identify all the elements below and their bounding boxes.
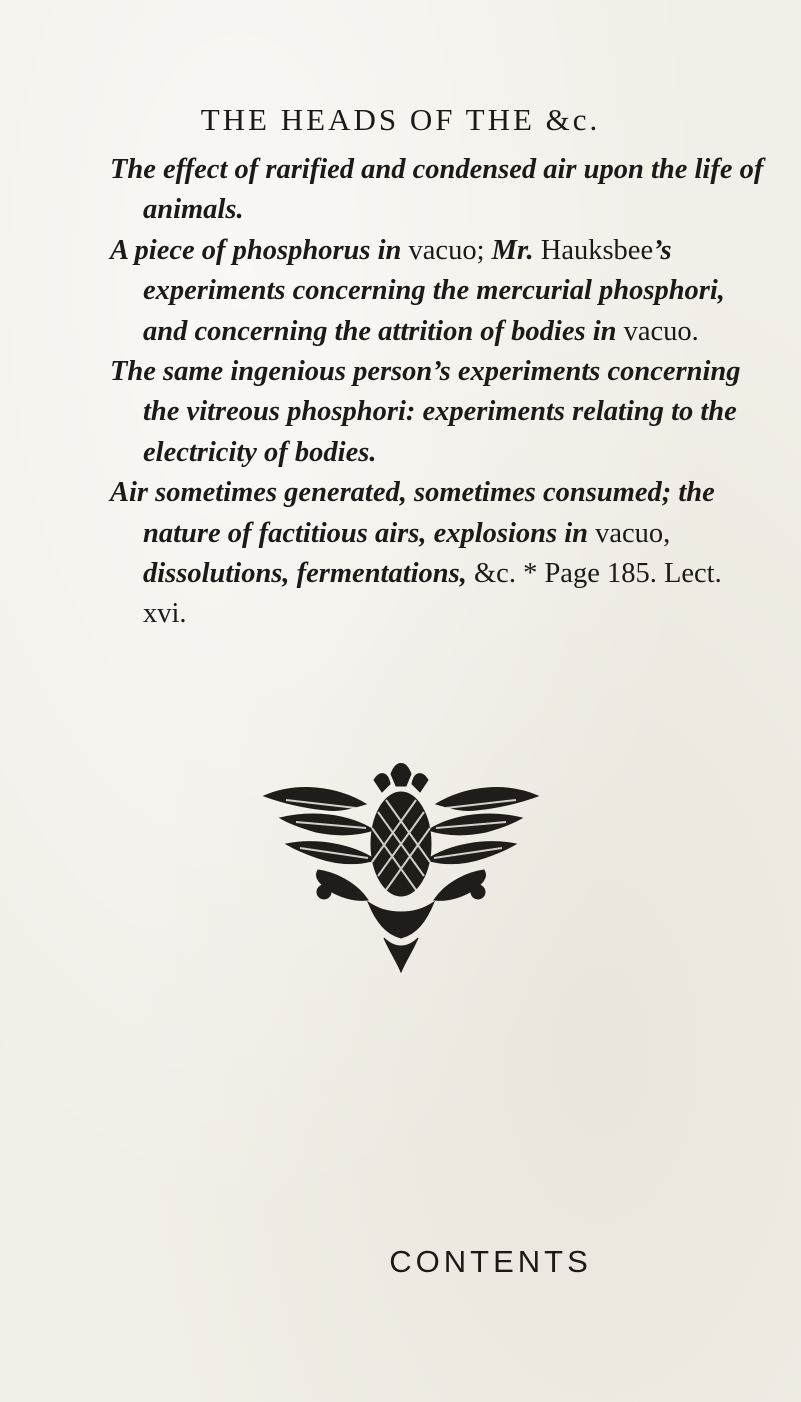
entry-text-run: Mr. — [491, 234, 541, 266]
entry-text-run: Hauksbee — [540, 234, 654, 266]
entry-text-run: dissolutions, fermentations, — [143, 558, 474, 590]
entry-text-run: vacuo. — [623, 315, 699, 347]
contents-entry — [110, 150, 770, 231]
printers-ornament-icon — [256, 752, 546, 977]
contents-entry — [110, 352, 770, 473]
running-head: THE HEADS OF THE &c. — [200, 102, 601, 137]
contents-entry — [110, 231, 770, 352]
entry-text-run: A piece of phosphorus in — [110, 234, 409, 266]
contents-entry — [110, 473, 770, 635]
entry-text-run: &c. * Page 185. Lect. xvi. — [143, 558, 722, 630]
entry-text-run: vacuo; — [408, 234, 492, 266]
catchword: CONTENTS — [389, 1244, 592, 1279]
contents-body — [110, 150, 770, 635]
entry-text-run: The effect of rarified and condensed air upon the life of animals. — [110, 154, 764, 226]
entry-text-run: The same ingenious person’s experiments concerning the vitreous phosphori: experiments relating to the electricity of bodies. — [110, 356, 741, 468]
entry-text-run: Air sometimes generated, sometimes consumed; the nature of factitious airs, explosions in — [110, 477, 715, 549]
entry-text-run: vacuo, — [595, 517, 671, 549]
entry-text-run: ’s experiments concerning the mercurial phosphori, and concerning the attrition of bodies in — [143, 234, 725, 347]
